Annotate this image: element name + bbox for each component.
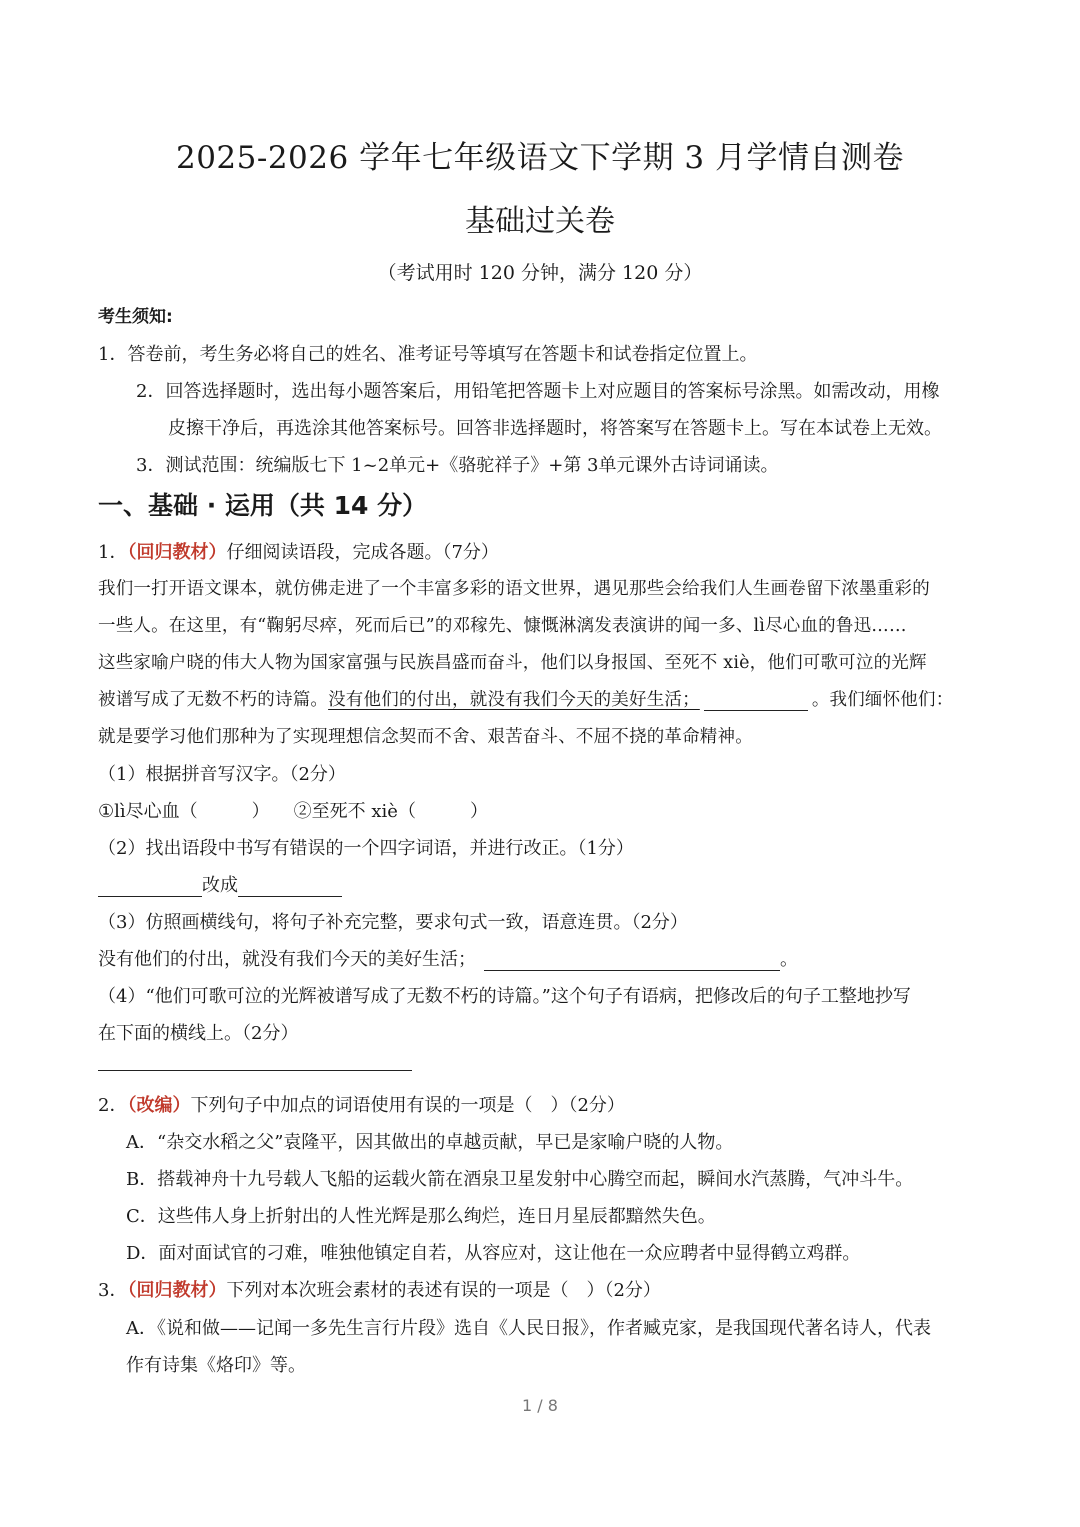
passage-line: 一些人。在这里，有“鞠躬尽瘁，死而后已”的邓稼先、慷慨淋漓发表演讲的闻一多、lì尽心血的鲁迅…… — [98, 616, 907, 636]
underlined-sentence: 没有他们的付出，就没有我们今天的美好生活； — [328, 690, 700, 710]
question-2-header — [98, 1091, 625, 1117]
passage-text: 。我们缅怀他们： — [811, 690, 954, 710]
sub-question-3-sentence — [98, 945, 798, 971]
sub-question-1-items — [98, 797, 488, 823]
question-tag: （改编） — [127, 1095, 191, 1116]
page-number: 1 / 8 — [522, 1396, 558, 1415]
page-subtitle: 基础过关卷 — [465, 204, 615, 239]
passage-line — [98, 686, 953, 711]
answer-blank[interactable] — [238, 876, 342, 897]
option-a-line-1[interactable]: A．《说和做——记闻一多先生言行片段》选自《人民日报》，作者臧克家，是我国现代著名诗人，代表 — [126, 1318, 931, 1339]
correction-label: 改成 — [202, 875, 238, 896]
pinyin-item-a: ①lì尽心血（ ） — [98, 801, 270, 822]
option-a[interactable]: A．“杂交水稻之父”袁隆平，因其做出的卓越贡献，早已是家喻户晓的人物。 — [126, 1132, 734, 1153]
pinyin-item-b: ②至死不 xiè（ ） — [293, 801, 488, 822]
option-c[interactable]: C．这些伟人身上折射出的人性光辉是那么绚烂，连日月星辰都黯然失色。 — [126, 1206, 716, 1227]
sub-question-2-answer — [98, 871, 342, 897]
option-b[interactable]: B．搭载神舟十九号载人飞船的运载火箭在酒泉卫星发射中心腾空而起，瞬间水汽蒸腾，气冲斗牛。 — [126, 1169, 914, 1190]
sub-question-4-line-2: 在下面的横线上。（2分） — [98, 1023, 299, 1044]
passage-text: 被谱写成了无数不朽的诗篇。 — [98, 690, 329, 710]
sub-question-3: （3）仿照画横线句，将句子补充完整，要求句式一致，语意连贯。（2分） — [98, 912, 688, 933]
page-title: 2025-2026 学年七年级语文下学期 3 月学情自测卷 — [175, 140, 905, 176]
passage-line: 就是要学习他们那种为了实现理想信念契而不舍、艰苦奋斗、不屈不挠的革命精神。 — [98, 727, 753, 747]
sub-question-1: （1）根据拼音写汉字。（2分） — [98, 764, 346, 785]
option-d[interactable]: D．面对面试官的刁难，唯独他镇定自若，从容应对，这让他在一众应聘者中显得鹤立鸡群。 — [126, 1243, 861, 1264]
question-3-header — [98, 1276, 661, 1302]
answer-blank[interactable] — [704, 690, 808, 711]
notice-item-3: 3．测试范围：统编版七下 1~2单元+《骆驼祥子》+第 3单元课外古诗词诵读。 — [136, 455, 779, 476]
notice-heading: 考生须知: — [98, 307, 173, 327]
passage-line: 我们一打开语文课本，就仿佛走进了一个丰富多彩的语文世界，遇见那些会给我们人生画卷留下浓墨重彩的 — [98, 579, 930, 599]
question-number: 2． — [98, 1095, 128, 1116]
question-tag: （回归教材） — [127, 1280, 227, 1301]
question-prompt: 下列对本次班会素材的表述有误的一项是（ ）（2分） — [226, 1280, 661, 1301]
question-tag: （回归教材） — [127, 542, 227, 563]
answer-line[interactable] — [98, 1070, 412, 1071]
section-heading: 一、基础 · 运用（共 14 分） — [98, 491, 428, 520]
notice-item-2-line-1: 2．回答选择题时，选出每小题答案后，用铅笔把答题卡上对应题目的答案标号涂黑。如需改动，用橡 — [136, 381, 940, 402]
question-number: 1． — [98, 542, 128, 563]
notice-item-2-line-2: 皮擦干净后，再选涂其他答案标号。回答非选择题时，将答案写在答题卡上。写在本试卷上无效。 — [168, 418, 942, 439]
sentence-end: 。 — [780, 949, 798, 970]
notice-item-1: 1．答卷前，考生务必将自己的姓名、准考证号等填写在答题卡和试卷指定位置上。 — [98, 344, 758, 365]
passage-line: 这些家喻户晓的伟大人物为国家富强与民族昌盛而奋斗，他们以身报国、至死不 xiè，他们可歌可泣的光辉 — [98, 653, 927, 673]
sub-question-4-line-1: （4）“他们可歌可泣的光辉被谱写成了无数不朽的诗篇。”这个句子有语病，把修改后的句子工整地抄写 — [98, 986, 911, 1007]
answer-blank[interactable] — [98, 876, 202, 897]
question-prompt: 下列句子中加点的词语使用有误的一项是（ ）（2分） — [190, 1095, 625, 1116]
exam-info: （考试用时 120 分钟，满分 120 分） — [377, 262, 703, 284]
question-number: 3． — [98, 1280, 128, 1301]
question-prompt: 仔细阅读语段，完成各题。（7分） — [226, 542, 499, 563]
answer-blank[interactable] — [484, 950, 780, 971]
option-a-line-2[interactable]: 作有诗集《烙印》等。 — [126, 1355, 306, 1376]
model-sentence: 没有他们的付出，就没有我们今天的美好生活； — [98, 949, 476, 970]
sub-question-2: （2）找出语段中书写有错误的一个四字词语，并进行改正。（1分） — [98, 838, 634, 859]
question-1-header — [98, 538, 499, 564]
